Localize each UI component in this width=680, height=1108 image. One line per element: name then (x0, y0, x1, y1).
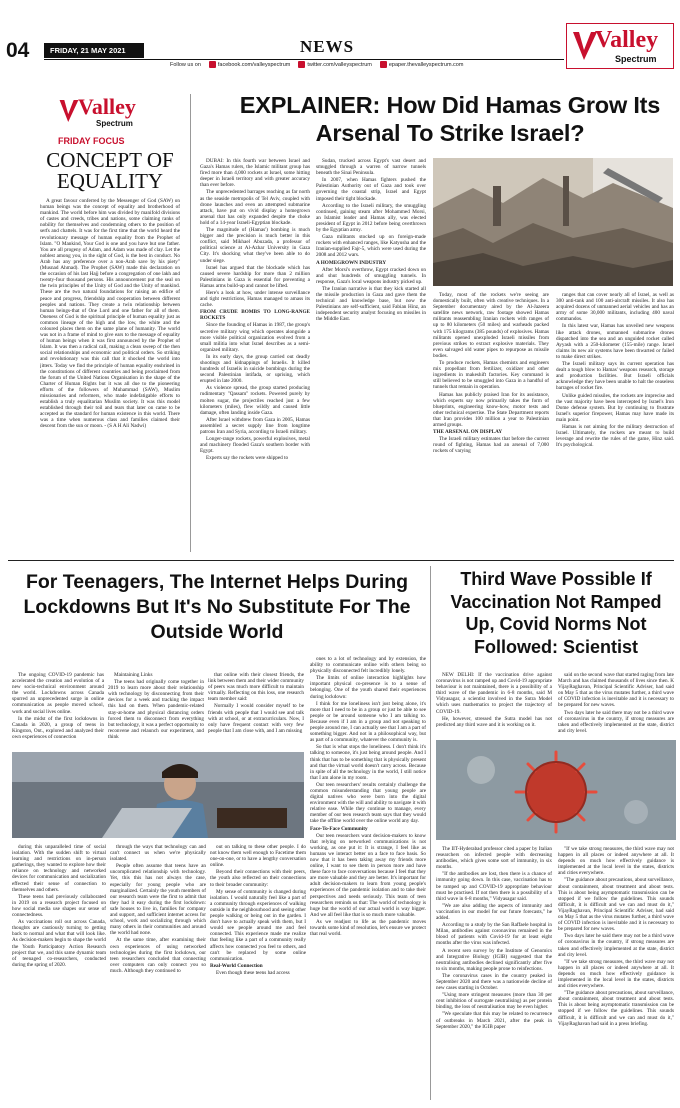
column-title: CONCEPT OF EQUALITY (46, 148, 174, 193)
collapsed-building-image (433, 158, 673, 286)
paragraph: The unprecedented barrages reaching as far north as the seaside metropolis of Tel Aviv, coupled with drone launches and even an attempted submarine attack, have put on vivid display a homegrown arsenal that has only expanded despite the choke hold of a 14-year Israeli-Egyptian blockade. (200, 189, 310, 226)
paragraph: Two days later he said there may not be a third wave of coronavirus in the country, if strong measures are taken and effectively implemented at the state, district and city level. (558, 933, 674, 958)
explainer-col-1 (200, 158, 310, 552)
issue-date: FRIDAY, 21 MAY 2021 (44, 43, 144, 58)
facebook-link[interactable]: facebook.com/valleyspectrum (209, 61, 290, 68)
paragraph: To produce rockets, Hamas chemists and engineers mix propellant from fertilizer, oxidizer and other ingredients in makeshift factories. Key command is still believed to be smuggled into Gaza in a handful of tunnels that remain in operation. (433, 360, 549, 391)
paragraph: "If we take strong measures, the third wave may not happen in all places or indeed anywhere at all. It depends on much how effectively guidance is implemented in the local level in the states, districts and cities everywhere. (558, 958, 674, 990)
paragraph: I think for me loneliness isn't just being alone, it's more that I need to be in a group or just be able to see people or be around someone who I am talking to. Because even if I am in a group and not speaking to people around me, I can actually see that I am a part of something bigger. And not in a philosophical way, but as part of a community, whatever the community is. (310, 700, 426, 744)
paragraph: DUBAI: In this fourth war between Israel and Gaza's Hamas rulers, the Islamic militant group has fired more than 4,000 rockets at Israel, some hitting deeper in Israeli territory and with greater accuracy than ever before. (200, 158, 310, 189)
paragraph: during this unparalleled time of social isolation. With the sudden shift to virtual learning and restrictions on in-person gatherings, they wanted to explore how their reliance on technology and networked devices for communication and socialization effected their sense of connection to themselves and others. (12, 844, 106, 893)
teens-headline: For Teenagers, The Internet Helps During Lockdowns But It's No Substitute For The Outside World (23, 571, 411, 643)
paragraph: The limits of online interaction highlights how important physical co-presence is to a sense of belonging. One of the youth shared their experiences during lockdown: (310, 675, 426, 700)
paragraph: He, however, stressed the Sutra model has not predicted any third wave and it is working on it. (436, 715, 552, 728)
paragraph: As violence spread, the group started producing rudimentary "Qassam" rockets. Powered purely by molten sugar, the projectiles reached just a few kilometers (miles), flew wildly and caused little damage, often landing inside Gaza. (200, 385, 310, 416)
logo-text: Valley (595, 27, 659, 53)
subheading: FROM CRUDE BOMBS TO LONG-RANGE ROCKETS (200, 309, 310, 322)
paragraph: Maintaining Links (114, 672, 153, 678)
paragraph: People often assume that teens have an uncomplicated relationship with technology. Yet, this this has not always the case, especially for young people who are marginalized. Certainly the youth members of our research team were the first to admit that they had it easy during the first lockdown: safe houses to live in, families for company and support, and sufficient internet access for school, work and socializing through which many others in their communities and around the world had none. (110, 863, 206, 937)
virus-photo (436, 740, 676, 840)
globe-icon (380, 61, 387, 68)
subheading: Face-To-Face Community (310, 825, 368, 832)
paragraph: Normally I would consider myself to be friends with people that I would see and talk with at school, or at extracurriculars. Now, I only have frequent contact with very few people that I am close with, and I am missing (208, 703, 304, 734)
paragraph: through the ways that technology can and can't connect us when we're physically isolated. (110, 844, 206, 863)
paragraph: The magnitude of (Hamas') bombing is much bigger and the precision is much better in this conflict, said Mikhael Abuzada, a professor of political science at Al-Azhar University in Gaza City. It's shocking what they've been able to do under siege. (200, 227, 310, 264)
logo-text: Valley (78, 94, 136, 119)
paragraph: Two days later he said there may not be a third wave of coronavirus in the country, if strong measures are taken and effectively implemented at the state, district and city level. (558, 709, 674, 734)
paragraph: that online with their closest friends, the link between them and their wider community of peers was much more difficult to maintain virtually. Reflecting on this loss, one research team member said: (208, 672, 304, 703)
paragraph: The ongoing COVID-19 pandemic has accelerated the creation and evolution of a new socio-technical environment around the world. Lockdowns across Canada spurred an unprecedented surge in online communication as people moved school, work and social lives online. (12, 672, 104, 715)
rubble-photo (433, 158, 673, 286)
paragraph: My sense of community is changed during isolation. I would naturally feel like a part of a community through experiences of walking outside in the neighbourhood and seeing other people walking or being out in the garden. I don't have to actually speak with them, but I would see people around me and feel connected. This experience made me realize that feeling like a part of a community really affects how connected you feel to others, and can't be replaced by some online communication. (210, 888, 306, 962)
story-divider (430, 566, 431, 1100)
explainer-col-3 (433, 292, 549, 552)
teens-bottom-col-3 (210, 844, 306, 1100)
subheading: Real-World Connection (210, 962, 263, 969)
teen-laptop-photo (12, 752, 304, 838)
paragraph: Our teen researchers want decision-makers to know that relying on networked communications is not working, as one put it: It is strange, I feel like as humans we interact better on a face to face basis. So now that it has been taking away my friends more online, I want to see them in person more and have these face to face conversations because I feel that they are more valuable and they are better. It's important for adult decision-makers to learn from young people's experiences of the pandemic isolation and to take their perspectives and needs seriously. This team of teen researchers reminds us that: The world of technology is huge but the world of our actual world is way bigger. And we all feel like that is so much more valuable. (310, 832, 426, 918)
valley-logo-icon (58, 96, 80, 126)
covid-col-1 (436, 672, 552, 736)
paragraph: In this latest war, Hamas has unveiled new weapons like attack drones, unmanned submarine drones dispatched into the sea and an unguided rocket called Ayyash with a 250-kilometer (155-mile) range. Israel claims its new air systems have been thwarted or failed to make direct strikes. (556, 323, 674, 360)
paragraph: "Using more stringent measures (more than 30 per cent inhibition of surrogate neutralising) as per protein binding, the loss of neutralisation may be even higher. (436, 992, 552, 1011)
paragraph: Hamas is not aiming for the military destruction of Israel. Ultimately, the rockets are meant to build leverage and rewrite the rules of the game, Hinz said. It's psychological. (556, 423, 674, 449)
paragraph: According to a study by the San Raffaele hospital in Milan, antibodies against coronavirus remained in the blood of patients with Covid-19 for at least eight months after the virus was infected. (436, 922, 552, 947)
paragraph: ones to a lot of technology and by extension, the ability to communicate online with others being so physically disconnected felt incredibly lonely. (310, 656, 426, 675)
column-logo (58, 94, 160, 134)
paragraph: The IIT-Hyderabad professor cited a paper by Italian researchers on infected people with decreasing antibodies, which gives some sort of immunity, in six months. (436, 846, 552, 871)
coronavirus-image (436, 740, 676, 840)
paragraph: Longer-range rockets, powerful explosives, metal and machinery flooded Gaza's southern border with Egypt. (200, 436, 310, 455)
paragraph: The coronavirus cases in the country peaked in September 2020 and there was a nationwide decline of new cases starting in October. (436, 972, 552, 992)
paragraph: "We are also adding the aspects of immunity and vaccination in our model for our future forecasts," he added. (436, 902, 552, 922)
section-title: NEWS (300, 37, 355, 56)
paragraph: out on talking to these other people. I do not know them well enough to Facetime them one-on-one, or to have a lengthy conversation online. (210, 844, 306, 869)
explainer-headline: EXPLAINER: How Did Hamas Grow Its Arsenal To Strike Israel? (239, 92, 661, 146)
paragraph: According to the Israeli military, the smuggling continued, gaining steam after Mohammed Morsi, an Islamist leader and Hamas ally, was elected president of Egypt in 2012 before being overthrown by the Egyptian army. (316, 202, 426, 234)
paragraph: The Israeli military estimates that before the current round of fighting, Hamas had an arsenal of 7,000 rockets of varying (433, 436, 549, 455)
logo-subtext: Spectrum (615, 54, 657, 64)
paragraph: ranges that can cover nearly all of Israel, as well as 300 anti-tank and 100 anti-aircraft missiles. It also has acquired dozens of unmanned aerial vehicles and has an army of some 30,000 militants, including 400 naval commandos. (556, 292, 674, 323)
paragraph: In its early days, the group carried out deadly shootings and kidnappings of Israelis. It killed hundreds of Israelis in suicide bombings during the second Palestinian intifada, or uprising, which erupted in late 2000. (200, 353, 310, 385)
logo-subtext: Spectrum (96, 119, 133, 128)
column-divider (190, 94, 191, 552)
paragraph: After Israel withdrew from Gaza in 2005, Hamas assembled a secret supply line from longtime patrons Iran and Syria, according to Israeli military. (200, 416, 310, 436)
covid-col-4 (558, 846, 674, 1100)
paragraph: A recent sero survey by the Institute of Genomics and Integrative Biology (IGIB) suggested that the neutralising antibodies declined significantly after five to six months, making people prone to reinfections. (436, 947, 552, 972)
page-number: 04 (6, 39, 30, 62)
paragraph: said on the second wave that started raging from late March and has claimed thousands of lives since then. K VijayRaghavan, Principal Scientific Adviser, had said on May 5 that as the virus mutates further, a third wave of COVID infection is inevitable and it is necessary to be prepared for new waves. (558, 672, 674, 709)
teens-col-4 (310, 656, 426, 1100)
paragraph: Gaza militants stocked up on foreign-made rockets with enhanced ranges, like Katyusha and the Iranian-supplied Fajr-5, which were used during the 2008 and 2012 wars. (316, 234, 426, 259)
paragraph: Here's a look at how, under intense surveillance and tight restrictions, Hamas managed to amass its cache. (200, 289, 310, 309)
twitter-icon (298, 61, 305, 68)
explainer-col-2 (316, 158, 426, 552)
covid-col-2 (558, 672, 674, 736)
paragraph: In the midst of the first lockdowns in Canada in 2020, a group of teens in Kingston, Ont., explored and analyzed their own experiences of connection (12, 715, 104, 740)
teens-bottom-col-1 (12, 844, 106, 1100)
paragraph: After Morsi's overthrow, Egypt cracked down on and shut hundreds of smuggling tunnels. In response, Gaza's local weapons industry picked up. (316, 266, 426, 285)
paragraph: As we readjust to life as the pandemic moves towards some kind of resolution, let's ensure we protect that real world. (310, 918, 426, 938)
epaper-link[interactable]: epaper.thevalleyspectrum.com (380, 61, 464, 68)
follow-label: Follow us on (170, 61, 201, 68)
paragraph: NEW DELHI: If the vaccination drive against coronavirus is not ramped up and Covid-19 appropriate behaviour is not maintained, there is a possibility of a third wave of the pandemic in 6-8 months, said M Vidyasagar, a scientist involved in the Sutra Model which uses mathematics to project the trajectory of COVID-19. (436, 672, 552, 715)
covid-headline: Third Wave Possible If Vaccination Not Ramped Up, Covid Norms Not Followed: Scientist (450, 569, 662, 657)
paragraph: Even though these teens had access (216, 969, 290, 976)
paragraph: Sudan, trucked across Egypt's vast desert and smuggled through a warren of narrow tunnels beneath the Sinai Peninsula. (316, 158, 426, 177)
header-rule (44, 59, 564, 60)
masthead-logo (566, 23, 674, 69)
paragraph: Hamas has publicly praised Iran for its assistance, which experts say now primarily takes the form of blueprints, engineering know-how, motor tests and other technical expertise. The State Department reports that Iran provides 100 million a year to Palestinian armed groups. (433, 391, 549, 428)
paragraph: As vaccinations roll out across Canada, thoughts are cautiously turning to getting back to normal and what that will look like. As decision-makers begin to shape the world the Youth Participatory Action Research project that we, and this same dynamic team of teenaged co-researchers, conducted during the spring of 2020. (12, 919, 106, 968)
paragraph: Beyond their connections with their peers, the youth also reflected on their connections to their broader community: (210, 869, 306, 888)
teen-with-laptop-image (12, 752, 304, 838)
twitter-link[interactable]: twitter.com/valleyspectrum (298, 61, 372, 68)
paragraph: Since the founding of Hamas in 1987, the group's secretive military wing which operates alongside a more visible political organization evolved from a small militia into what Israel describes as a semi-organized military. (200, 322, 310, 353)
paragraph: In 2007, when Hamas fighters pushed the Palestinian Authority out of Gaza and took over governing the coastal strip, Israel and Egypt imposed their tight blockade. (316, 177, 426, 202)
paragraph: "We speculate that this may be related to recurrence of outbreaks in March 2021, after the peak in September 2020," the IGIB paper (436, 1011, 552, 1030)
teens-bottom-col-2 (110, 844, 206, 1100)
section-rule (8, 560, 674, 561)
paragraph: "The guidance about precautions, about surveillance, about containment, about treatment and about tests. This is about being asymptomatic transmission can be stopped if we follow the guidelines. This sounds difficult, it is difficult and we can and must do it," VijayRaghavan, Principal Scientific Adviser, had said on May 5 that as the virus mutates further, a third wave of COVID infection is inevitable and it is necessary to be prepared for new waves. (558, 877, 674, 933)
covid-col-3 (436, 846, 552, 1100)
paragraph: Our teen researchers' results certainly challenge the common misunderstanding that young people are digital natives who were born into the digital environment with the will and ability to navigate it with relative ease. While they continue to manage, every member of our teen research team says that they would take the offline world over the online world any day. (310, 781, 426, 825)
paragraph: "If we take strong measures, the third wave may not happen in all places or indeed anywhere at all. It depends on much how effectively guidance is implemented at the local level in the states, districts and cities everywhere. (558, 846, 674, 877)
paragraph: Israel has argued that the blockade which has caused severe hardship for more than 2 million Palestinians in Gaza is essential for preventing a Hamas arms build-up and cannot be lifted. (200, 264, 310, 289)
follow-bar (170, 61, 463, 68)
paragraph: "If the antibodies are lost, then there is a chance of immunity going down. In this case, vaccination has to be ramped up and COVID-19 appropriate behaviour must be practised. If not then there is a possibility of a third wave in 6-8 months," Vidyasagar said. (436, 871, 552, 902)
facebook-icon (209, 61, 216, 68)
paragraph: The Israeli military says its current operation has dealt a tough blow to Hamas' weapons research, storage and production facilities. But Israeli officials acknowledge they have been unable to halt the ceaseless barrages of rocket fire. (556, 361, 674, 392)
paragraph: At the same time, after examining their own experiences of using networked technologies during the first lockdown, our teen researchers concluded that connecting over computers can only connect you so much. Although they continued to (110, 937, 206, 974)
paragraph: These teens had previously collaborated in 2019 on a research project focused on how social media use shapes our sense of connectedness. (12, 893, 106, 919)
column-label: FRIDAY FOCUS (58, 136, 125, 146)
explainer-col-4 (556, 292, 674, 552)
paragraph: Today, most of the rockets we're seeing are domestically built, often with creative techniques. In a September documentary aired by the Al-Jazeera satellite news network, raw footage showed Hamas militants reassembling Iranian rockets with ranges of up to 80 kilometers (50 miles) and warheads packed with 175 kilograms (385 pounds) of explosives. Hamas militants opened unexploded Israeli missiles from previous strikes to extract explosive materials. They even salvaged old water pipes to repurpose as missile bodies. (433, 292, 549, 359)
paragraph: "The guidance about precautions, about surveillance, about containment, about treatment and about tests. This is about being asymptomatic transmission can be stopped if we follow the guidelines. This sounds difficult, it is difficult and we can and must do it," VijayRaghavan had said in a press briefing. (558, 990, 674, 1027)
paragraph: The teens had originally come together in 2019 to learn more about their relationship with technology by disconnecting from their devices for a week and tracking the impact this had on them. When pandemic-related stay-at-home and physical distancing orders forced them to disconnect from everything but technology, it was a perfect opportunity to reconvene and relaunch our experiment, and think (108, 679, 204, 740)
paragraph: So that is what stops the loneliness. I don't think it's talking to someone, it's just being around people. And I think that has to be something that is physically present and that the virtual world doesn't carry across. Because in spite of all the technology in the world, I still notice that I am alone in my room. (310, 744, 426, 781)
paragraph: The Iranian narrative is that they kick started all the missile production in Gaza and gave them the technical and knowledge base, but now the Palestinians are self-sufficient, said Fabian Hinz, an independent security analyst focusing on missiles in the Middle East. (316, 285, 426, 323)
paragraph: Unlike guided missiles, the rockets are imprecise and the vast majority have been intercepted by Israel's Iron Dome defense system. But by continuing to frustrate Israel's superior firepower, Hamas may have made its main point. (556, 392, 674, 423)
subheading: THE ARSENAL ON DISPLAY (433, 429, 503, 436)
column-body: A great favour conferred by the Messenger of God (SAW) on human beings was the concept of equality and brotherhood of mankind. The world before him was divided by manifold divisions of castes and creeds, tribes and nations, some claiming ranks of nobility for themselves and condemning others to the position of serfs and chattels. It was for the first time that the world heard the revolutionary message of human equality from the Prophet of Islam. "O Mankind, Your God is one and you have but one father. You are all progeny of Adam, and Adam was made of clay. Let the noblest among you, in the sight of God, is the best in conduct. No Arab has any preference over a non-Arab save by his piety" (Musnad Ahmad). The Prophet (SAW) made this declaration on the occasion of his last Hajj before a congregation of one lakh and twenty-four thousand persons. His announcement put the seal on the twin principles of the Unity of God and the Unity of mankind. These are the two natural foundations for raising an edifice of peace and progress, friendship and cooperation between different peoples and nations. They create a twin relationship between human beings-that of One Lord and one father for all of them. Oneness of God is the spiritual principle of human equality just as common lineage of the high and the low, the white and the coloured places them on the same plane of humanity. The world was not in a frame of mind to give ears to the message of equality of human beings when it was first announced by the Prophet of Islam. It was then a radical call, making a clean sweep of the then social relationships and economic and political orders. So striking and revolutionary was this call that it shocked the world into jitters. Today we find the principle of human equality enshrined in the constitutions of different countries and being proclaimed from the forum of the United Nations Organisation in the shape of the Charter of Human Rights but it was all due to the pioneering efforts of the followers of Muhammad (SAW), Muslim missionaries and reformers, who made indefatigable efforts to establish a truly equalitarian Muslim society. It was this model established through their toil and tears that later on came to be accepted as the standard for human existence in this world. There was a time when numerous class and families claimed their descent from the sun or moon. - (S A H Ali Nadwi) (40, 198, 180, 430)
subheading: A HOMEGROWN INDUSTRY (316, 259, 387, 266)
paragraph: Experts say the rockets were shipped to (206, 455, 289, 462)
